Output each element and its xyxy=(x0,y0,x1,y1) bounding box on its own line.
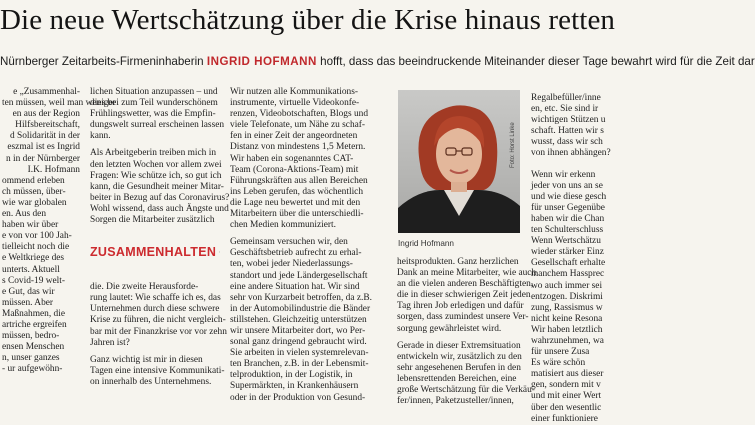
text-line: tielleicht noch die xyxy=(2,242,80,253)
text-line: e „Zusammenhal- xyxy=(2,87,80,98)
text-line: manchem Hassprec xyxy=(531,269,600,280)
subline xyxy=(0,54,600,70)
text-line: Geschäftsbetrieb aufrecht zu erhal- xyxy=(230,248,394,259)
text-line: beiter in Bezug auf das Coronavirus? xyxy=(90,193,220,204)
text-line: ten Branchen, z.B. in der Lebensmit- xyxy=(230,359,394,370)
text-line: Wir haben ein sogenanntes CAT- xyxy=(230,154,394,165)
text-line: haben wir über xyxy=(2,220,80,231)
text-line: Wenn Wertschätzu xyxy=(531,236,600,247)
chain-link-icon xyxy=(219,237,220,267)
text-line: rung lautet: Wie schaffe ich es, das xyxy=(90,293,220,304)
text-line: on innerhalb des Unternehmens. xyxy=(90,377,220,388)
text-line: Sorgen die Mitarbeiter zusätzlich xyxy=(90,215,220,226)
text-line: unterts. Aktuell xyxy=(2,265,80,276)
text-line: Mitarbeitern über die unterschiedli- xyxy=(230,209,394,220)
text-line: ensen Menschen xyxy=(2,342,80,353)
text-line: sorgung gewährleistet wird. xyxy=(397,324,527,335)
callout-label: ZUSAMMENHALTEN xyxy=(90,245,216,259)
text-line: e Gut, das wir xyxy=(2,287,80,298)
text-line: fer/innen, Paketzusteller/innen, xyxy=(397,396,527,407)
text-line: Jahren ist? xyxy=(90,338,220,349)
text-line: Wir nutzen alle Kommunikations- xyxy=(230,87,394,98)
text-line: stillstehen. Gleichzeitig unterstützen xyxy=(230,315,394,326)
text-line: matisiert aus dieser xyxy=(531,369,600,380)
text-line: I.K. Hofmann xyxy=(2,165,80,176)
text-line: Gesellschaft erhalte xyxy=(531,258,600,269)
photo-credit: Foto: Horst Linke xyxy=(510,122,516,168)
text-line: chen Medien kommuniziert. xyxy=(230,220,394,231)
text-line: wieder stärker Einz xyxy=(531,247,600,258)
text-line: und wie diese gesch xyxy=(531,192,600,203)
text-line: ten Schulterschluss xyxy=(531,225,600,236)
text-line: n in der Nürnberger xyxy=(2,154,80,165)
text-line: en aus der Region xyxy=(2,109,80,120)
text-line: den letzten Wochen vor allem zwei xyxy=(90,160,220,171)
text-line: Wohl wissend, dass auch Ängste und xyxy=(90,204,220,215)
text-line: - ur aufgewöhn- xyxy=(2,364,80,375)
text-line: s Covid-19 welt- xyxy=(2,276,80,287)
text-line: e von vor 100 Jah- xyxy=(2,231,80,242)
headline: Die neue Wertschätzung über die Krise hinaus retten xyxy=(0,2,600,38)
text-line: oder in der Produktion von Gesund- xyxy=(230,393,394,404)
text-line: kann. xyxy=(90,131,220,142)
text-line: renzen, Videobotschaften, Blogs und xyxy=(230,109,394,120)
text-line: ten müssen, weil man weniger xyxy=(2,98,80,109)
text-line: die. Die zweite Herausforde- xyxy=(90,282,220,293)
subline-rest: hofft, dass das beeindruckende Miteinander dieser Tage bewahrt wird für die Zeit dar xyxy=(317,55,755,68)
text-line: dungswelt surreal erscheinen lassen xyxy=(90,120,220,131)
text-line: ins Leben gerufen, das wöchentlich xyxy=(230,187,394,198)
text-line: in der Automobilindustrie die Bänder xyxy=(230,304,394,315)
callout-box xyxy=(90,230,220,274)
text-line: Hilfsbereitschaft, xyxy=(2,120,80,131)
text-line: über den wesentlic xyxy=(531,403,600,414)
text-line: und mit einer Wert xyxy=(531,391,600,402)
text-line: Als Arbeitgeberin treiben mich in xyxy=(90,148,220,159)
text-line: zung, Rassismus w xyxy=(531,303,600,314)
text-line: ommend erleben xyxy=(2,176,80,187)
column-3 xyxy=(230,87,394,404)
text-line: Krise zu führen, die nicht vergleich- xyxy=(90,315,220,326)
text-line: eszmal ist es Ingrid xyxy=(2,142,80,153)
text-line: Tag ihren Job erledigen und dafür xyxy=(397,301,527,312)
text-line: Ganz wichtig ist mir in diesen xyxy=(90,355,220,366)
text-line: für unser Gegenübe xyxy=(531,203,600,214)
column-4 xyxy=(397,257,527,407)
column-1 xyxy=(2,87,80,375)
text-line: müssen. Aber xyxy=(2,298,80,309)
text-line: ch müssen, über- xyxy=(2,187,80,198)
text-line: die in dieser schwierigen Zeit jeden xyxy=(397,290,527,301)
text-line: ten, wobei jeder Niederlassungs- xyxy=(230,259,394,270)
text-line: Führungskräften aus allen Bereichen xyxy=(230,176,394,187)
text-line: Gerade in dieser Extremsituation xyxy=(397,341,527,352)
text-line: viele Telefonate, um Nähe zu schaf- xyxy=(230,120,394,131)
text-line: für unsere Zusa xyxy=(531,347,600,358)
text-line: dies bei zum Teil wunderschönem xyxy=(90,98,220,109)
text-line: die Lage neu bewertet und mit den xyxy=(230,198,394,209)
text-line: bar mit der Finanzkrise vor vor zehn xyxy=(90,327,220,338)
portrait-photo xyxy=(398,90,520,233)
text-line: eine andere Situation hat. Wir sind xyxy=(230,282,394,293)
text-line: d Solidarität in der xyxy=(2,131,80,142)
text-line: gen, sondern mit v xyxy=(531,380,600,391)
text-line: wir unsere Mitarbeiter dort, wo Per- xyxy=(230,326,394,337)
text-line: Supermärkten, in Krankenhäusern xyxy=(230,381,394,392)
text-line: einer funktioniere xyxy=(531,414,600,425)
text-line: große Wertschätzung für die Verkäu- xyxy=(397,385,527,396)
text-line: Gemeinsam versuchen wir, den xyxy=(230,237,394,248)
subline-author: INGRID HOFMANN xyxy=(207,55,317,68)
column-5 xyxy=(531,93,600,425)
text-line: instrumente, virtuelle Videokonfe- xyxy=(230,98,394,109)
text-line: Wir haben letztlich xyxy=(531,325,600,336)
text-line: müssen, bedro- xyxy=(2,331,80,342)
text-line: an die vielen anderen Beschäftigten, xyxy=(397,279,527,290)
text-line: Es wäre schön xyxy=(531,358,600,369)
text-line: wichtigen Stützen u xyxy=(531,115,600,126)
text-line: Frühlingswetter, was die Empfin- xyxy=(90,109,220,120)
text-line: telproduktion, in der Logistik, in xyxy=(230,370,394,381)
text-line: fen in einer Zeit der angeordneten xyxy=(230,131,394,142)
text-line: haben wir die Chan xyxy=(531,214,600,225)
text-line: entzogen. Diskrimi xyxy=(531,292,600,303)
text-line: von ihnen abhängen? xyxy=(531,148,600,159)
text-line: Tagen eine intensive Kommunikati- xyxy=(90,366,220,377)
text-line: sorgen, dass zumindest unsere Ver- xyxy=(397,312,527,323)
text-line: en, etc. Sie sind ir xyxy=(531,104,600,115)
portrait-image xyxy=(398,90,520,233)
text-line: Maßnahmen, die xyxy=(2,309,80,320)
text-line: lichen Situation anzupassen – und xyxy=(90,87,220,98)
text-line: sonal ganz dringend gebraucht wird. xyxy=(230,337,394,348)
text-line: en. Aus den xyxy=(2,209,80,220)
text-line: wahrzunehmen, wa xyxy=(531,336,600,347)
text-line: Unternehmen durch diese schwere xyxy=(90,304,220,315)
text-line: sehr angesehenen Berufen in den xyxy=(397,363,527,374)
text-line: schaft. Hatten wir s xyxy=(531,126,600,137)
text-line: Sie arbeiten in vielen systemrelevan- xyxy=(230,348,394,359)
text-line: artriche ergreifen xyxy=(2,320,80,331)
text-line: kann, die Gesundheit meiner Mitar- xyxy=(90,182,220,193)
text-line: heitsprodukten. Ganz herzlichen xyxy=(397,257,527,268)
text-line: jeder von uns an se xyxy=(531,181,600,192)
text-line: Dank an meine Mitarbeiter, wie auch xyxy=(397,268,527,279)
text-line: standort und jede Ländergesellschaft xyxy=(230,271,394,282)
text-line: Fragen: Wie schütze ich, so gut ich xyxy=(90,171,220,182)
text-line: sehr von Kurzarbeit betroffen, da z.B. xyxy=(230,293,394,304)
text-line: Distanz von mindestens 1,5 Metern. xyxy=(230,142,394,153)
photo-caption: Ingrid Hofmann xyxy=(398,239,454,248)
text-line: Regalbefüller/inne xyxy=(531,93,600,104)
text-line: lebensrettenden Bereichen, eine xyxy=(397,374,527,385)
text-line: e Weltkriege des xyxy=(2,253,80,264)
text-line: Wenn wir erkenn xyxy=(531,170,600,181)
text-line: entwickeln wir, zusätzlich zu den xyxy=(397,352,527,363)
subline-intro: Nürnberger Zeitarbeits-Firmeninhaberin xyxy=(0,55,207,68)
text-line: n, unser ganzes xyxy=(2,353,80,364)
text-line: Team (Corona-Aktions-Team) mit xyxy=(230,165,394,176)
text-line: wo auch immer sei xyxy=(531,281,600,292)
text-line: wie war globalen xyxy=(2,198,80,209)
text-line: nicht keine Resona xyxy=(531,314,600,325)
text-line: wusst, dass wir sch xyxy=(531,137,600,148)
